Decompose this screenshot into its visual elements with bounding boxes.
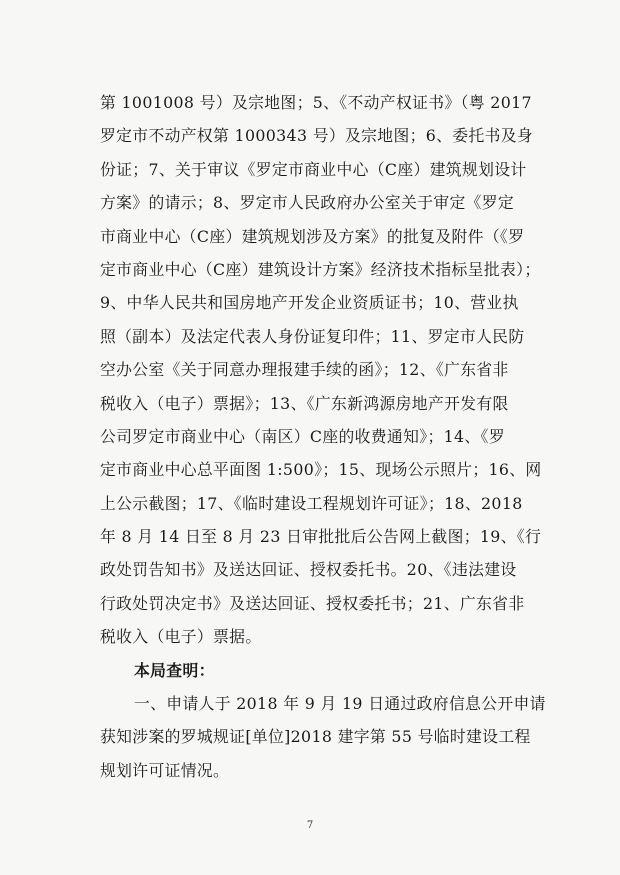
- body-line-10: 税收入（电子）票据》；13、《广东新鸿源房地产开发有限: [100, 393, 509, 413]
- body-line-16: 行政处罚决定书》及送达回证、授权委托书；21、广东省非: [100, 593, 525, 613]
- body-line-13: 上公示截图；17、《临时建设工程规划许可证》；18、2018: [100, 493, 523, 513]
- body-line-1: 第 1001008 号）及宗地图；5、《不动产权证书》（粤 2017: [100, 93, 532, 112]
- body-line-5: 市商业中心（C座）建筑规划涉及方案》的批复及附件（《罗: [100, 226, 525, 246]
- body-line-4: 方案》的请示；8、罗定市人民政府办公室关于审定《罗定: [100, 193, 515, 213]
- body-line-2: 罗定市不动产权第 1000343 号）及宗地图；6、委托书及身: [100, 126, 534, 146]
- finding-line-3: 规划许可证情况。: [100, 760, 230, 780]
- finding-line-1: 一、申请人于 2018 年 9 月 19 日通过政府信息公开申请: [134, 694, 546, 714]
- body-line-3: 份证；7、关于审议《罗定市商业中心（C座）建筑规划设计: [100, 159, 527, 179]
- finding-line-2: 获知涉案的罗城规证[单位]2018 建字第 55 号临时建设工程: [100, 727, 531, 747]
- section-heading: 本局查明：: [134, 660, 215, 680]
- body-line-9: 空办公室《关于同意办理报建手续的函》；12、《广东省非: [100, 360, 509, 380]
- body-line-12: 定市商业中心总平面图 1:500》；15、现场公示照片；16、网: [100, 460, 542, 480]
- body-line-14: 年 8 月 14 日至 8 月 23 日审批批后公告网上截图；19、《行: [100, 527, 542, 547]
- body-line-17: 税收入（电子）票据。: [100, 627, 262, 647]
- document-body: [100, 86, 546, 787]
- page-number: 7: [306, 820, 314, 831]
- body-line-7: 9、中华人民共和国房地产开发企业资质证书；10、营业执: [100, 293, 519, 313]
- body-line-8: 照（副本）及法定代表人身份证复印件；11、罗定市人民防: [100, 326, 525, 346]
- body-line-15: 政处罚告知书》及送达回证、授权委托书。20、《违法建设: [100, 560, 517, 580]
- body-line-11: 公司罗定市商业中心（南区）C座的收费通知》；14、《罗: [100, 426, 505, 446]
- body-line-6: 定市商业中心（C座）建筑设计方案》经济技术指标呈批表）；: [100, 259, 541, 279]
